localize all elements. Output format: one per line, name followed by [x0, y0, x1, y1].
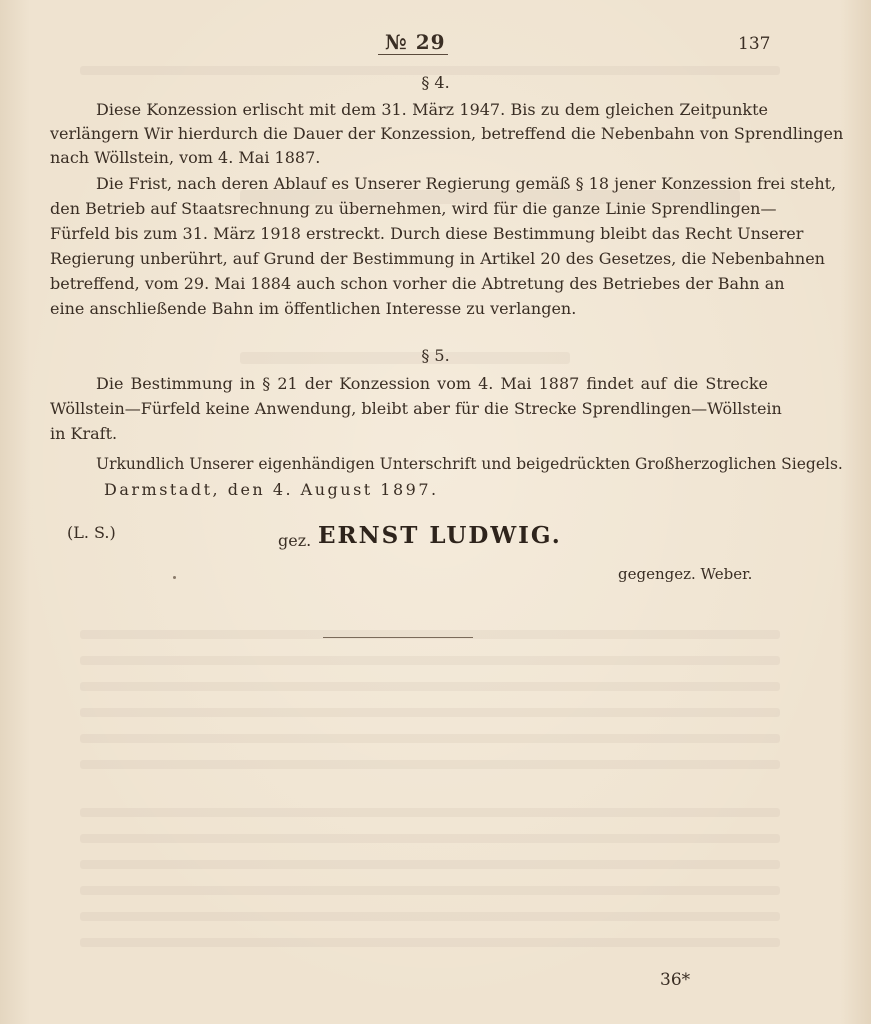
bleed-through-mark [80, 734, 780, 743]
bleed-through-mark [80, 912, 780, 921]
page-number: 137 [738, 34, 771, 54]
section-4-line: betreffend, vom 29. Mai 1884 auch schon vorher die Abtretung des Betriebes der Bahn an [50, 274, 785, 293]
end-rule [323, 637, 473, 638]
countersignature: gegengez. Weber. [618, 565, 753, 583]
ink-dot [173, 576, 176, 579]
section-5-line: Die Bestimmung in § 21 der Konzession vom 4. Mai 1887 findet auf die Strecke [96, 374, 768, 393]
bleed-through-mark [80, 834, 780, 843]
section-4-line: Fürfeld bis zum 31. März 1918 erstreckt. Durch diese Bestimmung bleibt das Recht Unserer [50, 224, 804, 243]
section-4-line: den Betrieb auf Staatsrechnung zu übernehmen, wird für die ganze Linie Sprendlingen— [50, 199, 777, 218]
section-4-line: Diese Konzession erlischt mit dem 31. März 1947. Bis zu dem gleichen Zeitpunkte [96, 100, 768, 119]
section-5-heading: § 5. [421, 346, 450, 365]
section-4-line: Regierung unberührt, auf Grund der Bestimmung in Artikel 20 des Gesetzes, die Nebenbahnen [50, 249, 825, 268]
bleed-through-mark [80, 682, 780, 691]
bleed-through-mark [80, 808, 780, 817]
gez-label: gez. [278, 531, 312, 550]
bleed-through-mark [80, 656, 780, 665]
issue-number: № 29 [385, 30, 446, 54]
section-4-line: eine anschließende Bahn im öffentlichen Interesse zu verlangen. [50, 299, 577, 318]
section-4-line: nach Wöllstein, vom 4. Mai 1887. [50, 148, 321, 167]
bleed-through-mark [80, 760, 780, 769]
seal-mark: (L. S.) [67, 523, 116, 542]
bleed-through-mark [80, 860, 780, 869]
signature-name: ERNST LUDWIG. [318, 522, 562, 549]
section-4-line: Die Frist, nach deren Ablauf es Unserer Regierung gemäß § 18 jener Konzession frei steht, [96, 174, 837, 193]
bleed-through-mark [80, 886, 780, 895]
header-underline [378, 54, 448, 55]
section-4-heading: § 4. [421, 73, 450, 92]
sheet-number: 36* [660, 970, 691, 990]
section-5-line: in Kraft. [50, 424, 118, 443]
bleed-through-mark [80, 938, 780, 947]
certification-line: Urkundlich Unserer eigenhändigen Unterschrift und beigedrückten Großherzoglichen Siegels. [96, 455, 843, 473]
place-date: Darmstadt, den 4. August 1897. [104, 480, 439, 499]
section-5-line: Wöllstein—Fürfeld keine Anwendung, bleibt aber für die Strecke Sprendlingen—Wöllstein [50, 399, 782, 418]
bleed-through-mark [80, 708, 780, 717]
section-4-line: verlängern Wir hierdurch die Dauer der Konzession, betreffend die Nebenbahn von Sprendlingen [50, 124, 844, 143]
